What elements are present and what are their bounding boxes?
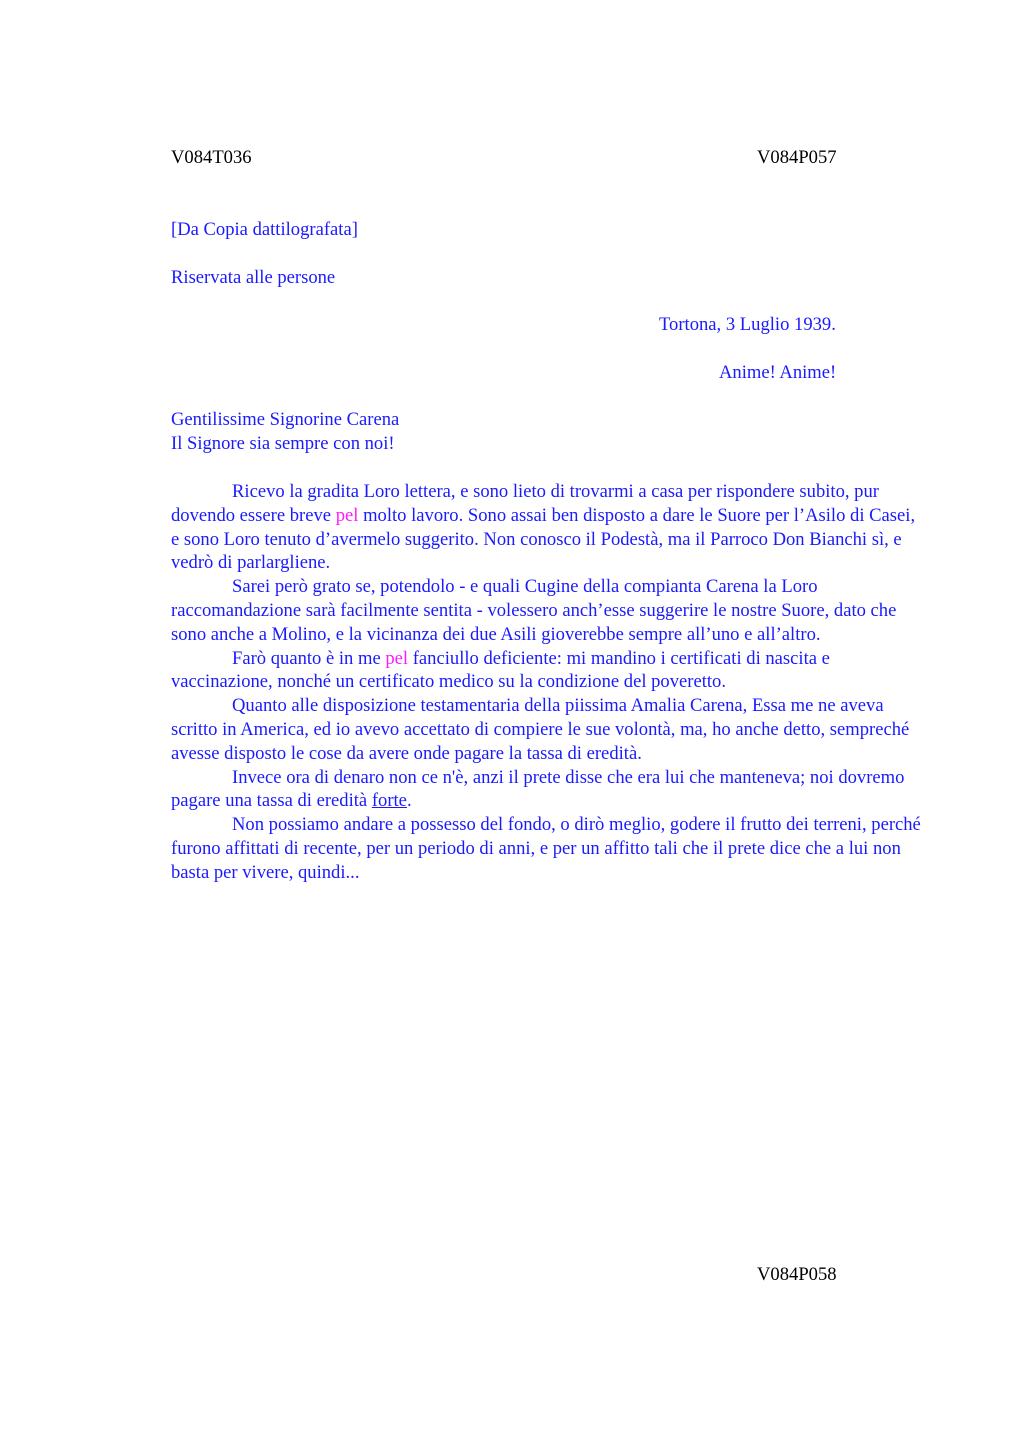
letter-date: Tortona, 3 Luglio 1939. <box>659 314 836 335</box>
highlight-pel-1: pel <box>335 504 359 526</box>
paragraph-5 <box>171 766 923 814</box>
salutation-line-2: Il Signore sia sempre con noi! <box>171 432 395 454</box>
paragraph-1-text-b: molto lavoro. Sono assai ben disposto a dare le Suore per l’Asilo di Casei, e sono Loro tenuto d’avermelo suggerito. Non conosco il Podestà, ma il Parroco Don Bianchi sì, e vedrò di parlargliene. <box>171 504 916 574</box>
page-code-right: V084P057 <box>757 147 837 168</box>
reserved-note: Riservata alle persone <box>171 267 336 288</box>
letter-body <box>171 480 923 885</box>
letter-motto: Anime! Anime! <box>719 362 837 383</box>
underlined-word-forte: forte <box>371 790 407 812</box>
paragraph-3-text-a: Farò quanto è in me <box>232 647 386 669</box>
paragraph-1 <box>171 480 923 575</box>
paragraph-2: Sarei però grato se, potendolo - e quali Cugine della compianta Carena la Loro raccomandazione sarà facilmente sentita - volessero anch’esse suggerire le nostre Suore, dato che sono anche a Molino, e la vicinanza dei due Asili gioverebbe sempre all’uno e all’altro. <box>171 576 897 645</box>
paragraph-3 <box>171 647 923 695</box>
document-code-left: V084T036 <box>171 147 252 168</box>
paragraph-1-text-a: Ricevo la gradita Loro lettera, e sono lieto di trovarmi a casa per rispondere subito, pur dovendo essere breve <box>171 481 879 526</box>
salutation <box>171 408 931 456</box>
paragraph-6: Non possiamo andare a possesso del fondo, o dirò meglio, godere il frutto dei terreni, perché furono affittati di recente, per un periodo di anni, e per un affitto tali che il prete dice che a lui non basta per vivere, quindi... <box>171 814 921 883</box>
paragraph-3-text-b: fanciullo deficiente: mi mandino i certificati di nascita e vaccinazione, nonché un certificato medico su la condizione del poveretto. <box>171 647 830 693</box>
highlight-pel-2: pel <box>385 647 409 669</box>
paragraph-5-text-b: . <box>406 790 412 812</box>
source-note: [Da Copia dattilografata] <box>171 219 358 240</box>
paragraph-5-text-a: Invece ora di denaro non ce n'è, anzi il prete disse che era lui che manteneva; noi dovremo pagare una tassa di eredità <box>171 766 905 812</box>
page-code-bottom: V084P058 <box>757 1264 837 1285</box>
paragraph-4: Quanto alle disposizione testamentaria della piissima Amalia Carena, Essa me ne aveva scritto in America, ed io avevo accettato di compiere le sue volontà, ma, ho anche detto, sempreché avesse disposto le cose da avere onde pagare la tassa di eredità. <box>171 695 910 764</box>
salutation-line-1: Gentilissime Signorine Carena <box>171 409 400 430</box>
